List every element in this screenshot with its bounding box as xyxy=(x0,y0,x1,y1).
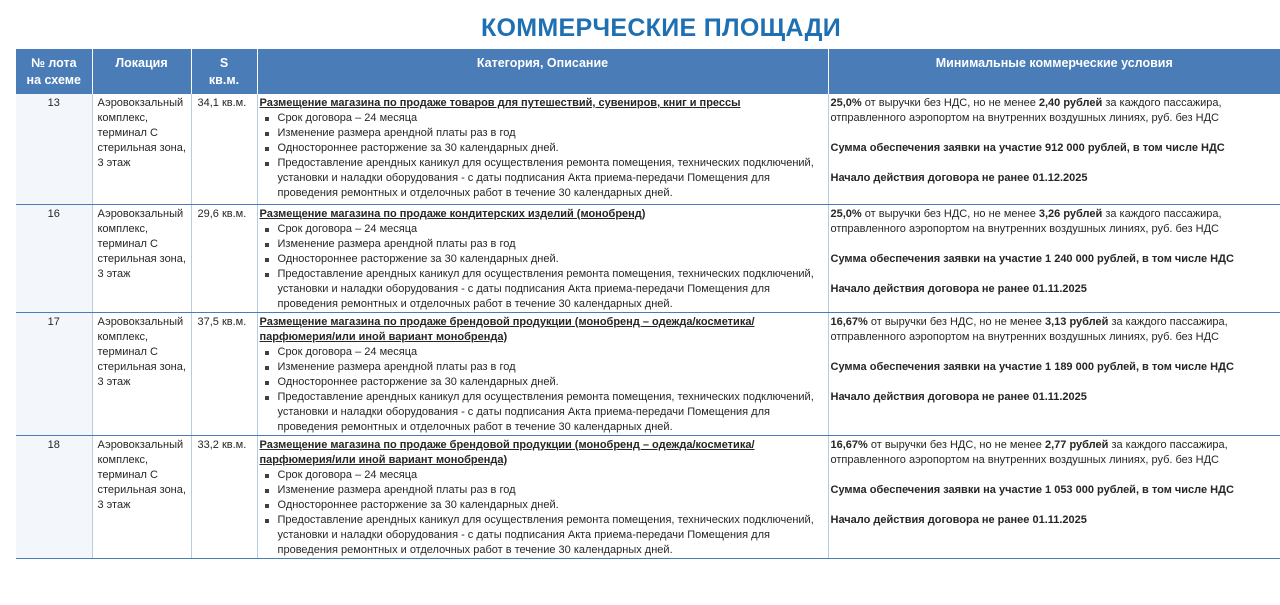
revenue-rate: 16,67% xyxy=(830,438,868,451)
rate-conditions: 16,67% от выручки без НДС, но не менее 2,77 рублей за каждого пассажира, отправленного аэропортом на внутренних воздушных линиях, руб. без НДС xyxy=(830,438,1228,466)
category-title: Размещение магазина по продаже кондитерских изделий (монобренд) xyxy=(259,207,646,220)
category-title: Размещение магазина по продаже брендовой продукции (монобренд – одежда/косметика/парфюмерия/или иной вариант монобренда) xyxy=(259,438,755,466)
header-category: Категория, Описание xyxy=(257,49,828,94)
lot-area: 34,1 кв.м. xyxy=(191,94,257,204)
lot-location: Аэровокзальный комплекс, терминал С стерильная зона, 3 этаж xyxy=(92,204,191,312)
contract-start: Начало действия договора не ранее 01.11.2025 xyxy=(830,390,1087,403)
list-item: Одностороннее расторжение за 30 календарных дней. xyxy=(260,252,826,267)
lot-number: 17 xyxy=(16,312,92,435)
rate-conditions: 25,0% от выручки без НДС, но не менее 3,26 рублей за каждого пассажира, отправленного аэропортом на внутренних воздушных линиях, руб. без НДС xyxy=(830,207,1222,235)
terms-list xyxy=(260,111,826,201)
lot-number: 13 xyxy=(16,94,92,204)
rate-conditions: 25,0% от выручки без НДС, но не менее 2,40 рублей за каждого пассажира, отправленного аэропортом на внутренних воздушных линиях, руб. без НДС xyxy=(830,97,1222,124)
header-lot-number: № лота на схеме xyxy=(16,49,92,94)
page-title: КОММЕРЧЕСКИЕ ПЛОЩАДИ xyxy=(480,14,842,42)
table-body xyxy=(16,94,1280,558)
list-item: Срок договора – 24 месяца xyxy=(260,468,826,483)
list-item: Срок договора – 24 месяца xyxy=(260,111,826,126)
revenue-rate: 25,0% xyxy=(830,97,862,109)
lot-location: Аэровокзальный комплекс, терминал С стерильная зона, 3 этаж xyxy=(92,94,191,204)
list-item: Предоставление арендных каникул для осуществления ремонта помещения, технических подключений, установки и наладки оборудования - с даты подписания Акта приема-передачи Помещения для проведения ремонтных и отделочных работ в течение 30 календарных дней. xyxy=(260,390,826,435)
commercial-areas-table xyxy=(16,49,1280,559)
deposit-amount: Сумма обеспечения заявки на участие 1 240 000 рублей, в том числе НДС xyxy=(830,252,1234,265)
deposit-amount: Сумма обеспечения заявки на участие 1 189 000 рублей, в том числе НДС xyxy=(830,360,1234,373)
list-item: Изменение размера арендной платы раз в год xyxy=(260,483,826,498)
table-header-row xyxy=(16,49,1280,94)
list-item: Срок договора – 24 месяца xyxy=(260,345,826,360)
category-title: Размещение магазина по продаже брендовой продукции (монобренд – одежда/косметика/парфюмерия/или иной вариант монобренда) xyxy=(259,315,755,343)
min-fee: 2,77 рублей xyxy=(1044,438,1109,451)
lot-location: Аэровокзальный комплекс, терминал С стерильная зона, 3 этаж xyxy=(92,312,191,435)
header-conditions: Минимальные коммерческие условия xyxy=(828,49,1280,94)
lot-area: 37,5 кв.м. xyxy=(191,312,257,435)
terms-list xyxy=(260,222,826,312)
contract-start: Начало действия договора не ранее 01.11.2025 xyxy=(830,513,1087,526)
lot-category xyxy=(257,204,828,312)
category-title: Размещение магазина по продаже товаров для путешествий, сувениров, книг и прессы xyxy=(259,97,741,109)
lot-category xyxy=(257,94,828,204)
table-row xyxy=(16,435,1280,558)
header-area: S кв.м. xyxy=(191,49,257,94)
list-item: Предоставление арендных каникул для осуществления ремонта помещения, технических подключений, установки и наладки оборудования - с даты подписания Акта приема-передачи Помещения для проведения ремонтных и отделочных работ в течение 30 календарных дней. xyxy=(260,156,826,201)
lot-area: 33,2 кв.м. xyxy=(191,435,257,558)
deposit-amount: Сумма обеспечения заявки на участие 1 053 000 рублей, в том числе НДС xyxy=(830,483,1234,496)
lot-category xyxy=(257,312,828,435)
table-row xyxy=(16,204,1280,312)
lot-conditions xyxy=(828,435,1280,558)
list-item: Одностороннее расторжение за 30 календарных дней. xyxy=(260,141,826,156)
contract-start: Начало действия договора не ранее 01.11.2025 xyxy=(830,282,1087,295)
list-item: Срок договора – 24 месяца xyxy=(260,222,826,237)
header-location: Локация xyxy=(92,49,191,94)
list-item: Одностороннее расторжение за 30 календарных дней. xyxy=(260,498,826,513)
terms-list xyxy=(260,345,826,435)
lot-conditions xyxy=(828,94,1280,204)
deposit-amount: Сумма обеспечения заявки на участие 912 000 рублей, в том числе НДС xyxy=(830,142,1225,154)
list-item: Предоставление арендных каникул для осуществления ремонта помещения, технических подключений, установки и наладки оборудования - с даты подписания Акта приема-передачи Помещения для проведения ремонтных и отделочных работ в течение 30 календарных дней. xyxy=(260,513,826,558)
lot-number: 16 xyxy=(16,204,92,312)
lot-location: Аэровокзальный комплекс, терминал С стерильная зона, 3 этаж xyxy=(92,435,191,558)
table-row xyxy=(16,94,1280,204)
lot-number: 18 xyxy=(16,435,92,558)
contract-start: Начало действия договора не ранее 01.12.2025 xyxy=(830,172,1088,184)
table-row xyxy=(16,312,1280,435)
terms-list xyxy=(260,468,826,558)
list-item: Одностороннее расторжение за 30 календарных дней. xyxy=(260,375,826,390)
list-item: Предоставление арендных каникул для осуществления ремонта помещения, технических подключений, установки и наладки оборудования - с даты подписания Акта приема-передачи Помещения для проведения ремонтных и отделочных работ в течение 30 календарных дней. xyxy=(260,267,826,312)
list-item: Изменение размера арендной платы раз в год xyxy=(260,237,826,252)
list-item: Изменение размера арендной платы раз в год xyxy=(260,126,826,141)
lot-category xyxy=(257,435,828,558)
lot-area: 29,6 кв.м. xyxy=(191,204,257,312)
revenue-rate: 16,67% xyxy=(830,315,868,328)
lot-conditions xyxy=(828,312,1280,435)
min-fee: 3,13 рублей xyxy=(1044,315,1109,328)
lot-conditions xyxy=(828,204,1280,312)
min-fee: 2,40 рублей xyxy=(1038,97,1103,109)
revenue-rate: 25,0% xyxy=(830,207,862,220)
list-item: Изменение размера арендной платы раз в год xyxy=(260,360,826,375)
rate-conditions: 16,67% от выручки без НДС, но не менее 3,13 рублей за каждого пассажира, отправленного аэропортом на внутренних воздушных линиях, руб. без НДС xyxy=(830,315,1228,343)
min-fee: 3,26 рублей xyxy=(1038,207,1103,220)
